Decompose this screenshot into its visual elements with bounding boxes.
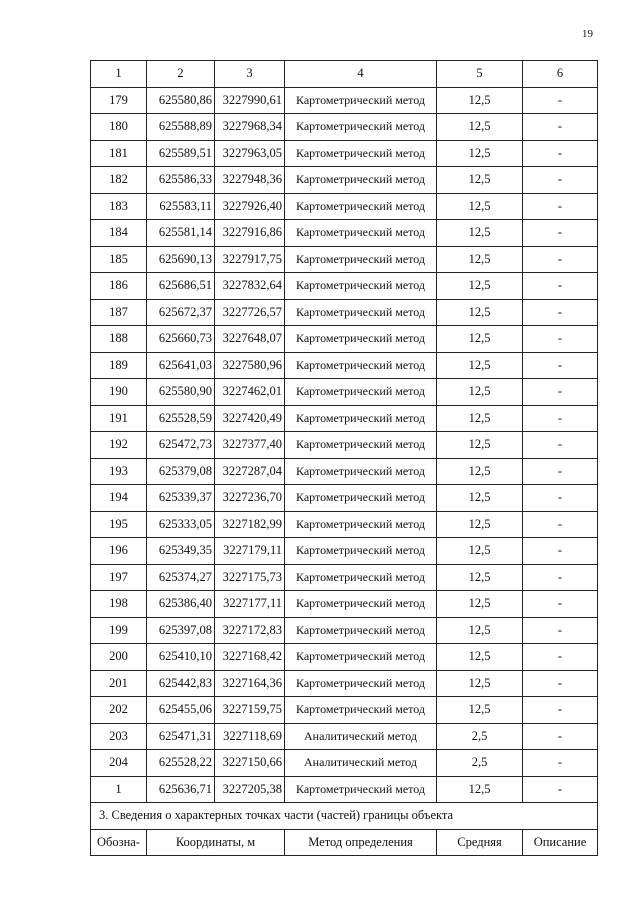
next-table-header-row <box>91 829 598 856</box>
coordinate-y-cell: 3227172,83 <box>215 617 285 644</box>
accuracy-cell: 12,5 <box>437 352 523 379</box>
accuracy-cell: 12,5 <box>437 220 523 247</box>
coordinate-x-cell: 625660,73 <box>147 326 215 353</box>
point-number-cell: 1 <box>91 776 147 803</box>
coordinate-x-cell: 625386,40 <box>147 591 215 618</box>
coordinate-y-cell: 3227175,73 <box>215 564 285 591</box>
point-number-cell: 204 <box>91 750 147 777</box>
coordinate-y-cell: 3227164,36 <box>215 670 285 697</box>
method-cell: Картометрический метод <box>285 379 437 406</box>
coordinate-y-cell: 3227917,75 <box>215 246 285 273</box>
accuracy-cell: 12,5 <box>437 405 523 432</box>
table-row <box>91 591 598 618</box>
coordinate-x-cell: 625636,71 <box>147 776 215 803</box>
description-cell: - <box>523 405 598 432</box>
coordinate-y-cell: 3227236,70 <box>215 485 285 512</box>
table-row <box>91 167 598 194</box>
description-cell: - <box>523 273 598 300</box>
table-row <box>91 114 598 141</box>
accuracy-cell: 12,5 <box>437 538 523 565</box>
header-cell: 6 <box>523 61 598 88</box>
accuracy-cell: 12,5 <box>437 114 523 141</box>
point-number-cell: 192 <box>91 432 147 459</box>
point-number-cell: 195 <box>91 511 147 538</box>
coordinate-x-cell: 625472,73 <box>147 432 215 459</box>
table-row <box>91 273 598 300</box>
table-row <box>91 246 598 273</box>
coordinate-x-cell: 625528,59 <box>147 405 215 432</box>
coordinate-y-cell: 3227832,64 <box>215 273 285 300</box>
method-cell: Картометрический метод <box>285 538 437 565</box>
table-row <box>91 140 598 167</box>
accuracy-cell: 12,5 <box>437 432 523 459</box>
accuracy-cell: 12,5 <box>437 670 523 697</box>
point-number-cell: 198 <box>91 591 147 618</box>
table-row <box>91 299 598 326</box>
method-cell: Картометрический метод <box>285 299 437 326</box>
description-cell: - <box>523 538 598 565</box>
coordinate-x-cell: 625528,22 <box>147 750 215 777</box>
description-cell: - <box>523 87 598 114</box>
point-number-cell: 189 <box>91 352 147 379</box>
description-cell: - <box>523 776 598 803</box>
coordinate-y-cell: 3227726,57 <box>215 299 285 326</box>
point-number-cell: 191 <box>91 405 147 432</box>
coordinate-x-cell: 625471,31 <box>147 723 215 750</box>
point-number-cell: 180 <box>91 114 147 141</box>
coordinate-x-cell: 625672,37 <box>147 299 215 326</box>
description-cell: - <box>523 432 598 459</box>
description-cell: - <box>523 220 598 247</box>
coordinate-x-cell: 625586,33 <box>147 167 215 194</box>
description-cell: - <box>523 617 598 644</box>
accuracy-cell: 2,5 <box>437 750 523 777</box>
method-cell: Картометрический метод <box>285 458 437 485</box>
method-cell: Картометрический метод <box>285 140 437 167</box>
method-header: Метод определения <box>285 829 437 856</box>
coordinate-x-cell: 625589,51 <box>147 140 215 167</box>
coordinates-header: Координаты, м <box>147 829 285 856</box>
coordinate-y-cell: 3227182,99 <box>215 511 285 538</box>
accuracy-cell: 12,5 <box>437 87 523 114</box>
coordinate-x-cell: 625686,51 <box>147 273 215 300</box>
accuracy-cell: 12,5 <box>437 193 523 220</box>
section-title: 3. Сведения о характерных точках части (частей) границы объекта <box>91 803 598 830</box>
coordinate-x-cell: 625374,27 <box>147 564 215 591</box>
description-cell: - <box>523 246 598 273</box>
description-cell: - <box>523 564 598 591</box>
method-cell: Картометрический метод <box>285 432 437 459</box>
description-cell: - <box>523 114 598 141</box>
coordinate-x-cell: 625455,06 <box>147 697 215 724</box>
coordinate-x-cell: 625442,83 <box>147 670 215 697</box>
table-row <box>91 352 598 379</box>
accuracy-cell: 12,5 <box>437 511 523 538</box>
description-cell: - <box>523 352 598 379</box>
table-row <box>91 379 598 406</box>
table-row <box>91 458 598 485</box>
table-header-row <box>91 61 598 88</box>
point-number-cell: 181 <box>91 140 147 167</box>
table-row <box>91 750 598 777</box>
method-cell: Картометрический метод <box>285 511 437 538</box>
coordinate-y-cell: 3227462,01 <box>215 379 285 406</box>
accuracy-cell: 12,5 <box>437 644 523 671</box>
table-row <box>91 432 598 459</box>
description-cell: - <box>523 193 598 220</box>
point-number-cell: 183 <box>91 193 147 220</box>
method-cell: Картометрический метод <box>285 220 437 247</box>
accuracy-cell: 2,5 <box>437 723 523 750</box>
coordinate-x-cell: 625333,05 <box>147 511 215 538</box>
table-row <box>91 87 598 114</box>
average-header: Средняя <box>437 829 523 856</box>
method-cell: Картометрический метод <box>285 697 437 724</box>
coordinate-x-cell: 625588,89 <box>147 114 215 141</box>
coordinate-y-cell: 3227377,40 <box>215 432 285 459</box>
coordinate-x-cell: 625349,35 <box>147 538 215 565</box>
point-number-cell: 200 <box>91 644 147 671</box>
description-cell: - <box>523 140 598 167</box>
method-cell: Аналитический метод <box>285 723 437 750</box>
point-number-cell: 199 <box>91 617 147 644</box>
coordinate-x-cell: 625641,03 <box>147 352 215 379</box>
coordinate-y-cell: 3227420,49 <box>215 405 285 432</box>
accuracy-cell: 12,5 <box>437 458 523 485</box>
point-number-cell: 194 <box>91 485 147 512</box>
table-row <box>91 485 598 512</box>
coordinate-y-cell: 3227580,96 <box>215 352 285 379</box>
method-cell: Картометрический метод <box>285 564 437 591</box>
accuracy-cell: 12,5 <box>437 485 523 512</box>
accuracy-cell: 12,5 <box>437 379 523 406</box>
description-cell: - <box>523 379 598 406</box>
coordinate-y-cell: 3227916,86 <box>215 220 285 247</box>
method-cell: Картометрический метод <box>285 617 437 644</box>
description-cell: - <box>523 723 598 750</box>
point-number-cell: 179 <box>91 87 147 114</box>
coordinate-x-cell: 625397,08 <box>147 617 215 644</box>
header-cell: 3 <box>215 61 285 88</box>
description-cell: - <box>523 697 598 724</box>
point-number-cell: 184 <box>91 220 147 247</box>
coordinate-x-cell: 625580,90 <box>147 379 215 406</box>
accuracy-cell: 12,5 <box>437 140 523 167</box>
point-number-cell: 185 <box>91 246 147 273</box>
coordinate-x-cell: 625410,10 <box>147 644 215 671</box>
coordinate-y-cell: 3227118,69 <box>215 723 285 750</box>
table-row <box>91 326 598 353</box>
coordinate-x-cell: 625339,37 <box>147 485 215 512</box>
table-row <box>91 697 598 724</box>
method-cell: Картометрический метод <box>285 326 437 353</box>
header-cell: 1 <box>91 61 147 88</box>
description-cell: - <box>523 167 598 194</box>
coordinate-x-cell: 625581,14 <box>147 220 215 247</box>
table-row <box>91 617 598 644</box>
accuracy-cell: 12,5 <box>437 246 523 273</box>
coordinate-x-cell: 625580,86 <box>147 87 215 114</box>
table-row <box>91 193 598 220</box>
designation-header: Обозна- <box>91 829 147 856</box>
table-row <box>91 564 598 591</box>
description-cell: - <box>523 670 598 697</box>
coordinate-y-cell: 3227990,61 <box>215 87 285 114</box>
method-cell: Картометрический метод <box>285 273 437 300</box>
description-cell: - <box>523 750 598 777</box>
coordinate-x-cell: 625690,13 <box>147 246 215 273</box>
point-number-cell: 193 <box>91 458 147 485</box>
method-cell: Картометрический метод <box>285 246 437 273</box>
coordinate-y-cell: 3227963,05 <box>215 140 285 167</box>
header-cell: 4 <box>285 61 437 88</box>
method-cell: Картометрический метод <box>285 405 437 432</box>
method-cell: Картометрический метод <box>285 114 437 141</box>
point-number-cell: 197 <box>91 564 147 591</box>
coordinates-table <box>90 60 598 856</box>
page-number: 19 <box>582 28 593 40</box>
table-row <box>91 776 598 803</box>
method-cell: Картометрический метод <box>285 670 437 697</box>
coordinate-y-cell: 3227168,42 <box>215 644 285 671</box>
accuracy-cell: 12,5 <box>437 617 523 644</box>
coordinate-y-cell: 3227179,11 <box>215 538 285 565</box>
table-row <box>91 670 598 697</box>
section-row <box>91 803 598 830</box>
coordinate-y-cell: 3227648,07 <box>215 326 285 353</box>
point-number-cell: 188 <box>91 326 147 353</box>
coordinate-y-cell: 3227159,75 <box>215 697 285 724</box>
point-number-cell: 190 <box>91 379 147 406</box>
point-number-cell: 203 <box>91 723 147 750</box>
method-cell: Картометрический метод <box>285 193 437 220</box>
description-cell: - <box>523 458 598 485</box>
coordinate-y-cell: 3227205,38 <box>215 776 285 803</box>
coordinate-y-cell: 3227948,36 <box>215 167 285 194</box>
point-number-cell: 182 <box>91 167 147 194</box>
accuracy-cell: 12,5 <box>437 167 523 194</box>
method-cell: Картометрический метод <box>285 167 437 194</box>
point-number-cell: 186 <box>91 273 147 300</box>
description-cell: - <box>523 299 598 326</box>
coordinate-y-cell: 3227968,34 <box>215 114 285 141</box>
table-row <box>91 538 598 565</box>
point-number-cell: 202 <box>91 697 147 724</box>
accuracy-cell: 12,5 <box>437 326 523 353</box>
header-cell: 2 <box>147 61 215 88</box>
accuracy-cell: 12,5 <box>437 299 523 326</box>
point-number-cell: 201 <box>91 670 147 697</box>
table-row <box>91 220 598 247</box>
coordinate-y-cell: 3227150,66 <box>215 750 285 777</box>
description-header: Описание <box>523 829 598 856</box>
coordinate-y-cell: 3227177,11 <box>215 591 285 618</box>
coordinate-x-cell: 625583,11 <box>147 193 215 220</box>
accuracy-cell: 12,5 <box>437 591 523 618</box>
description-cell: - <box>523 591 598 618</box>
table-row <box>91 511 598 538</box>
header-cell: 5 <box>437 61 523 88</box>
accuracy-cell: 12,5 <box>437 697 523 724</box>
point-number-cell: 196 <box>91 538 147 565</box>
description-cell: - <box>523 511 598 538</box>
method-cell: Картометрический метод <box>285 87 437 114</box>
coordinate-x-cell: 625379,08 <box>147 458 215 485</box>
method-cell: Картометрический метод <box>285 485 437 512</box>
description-cell: - <box>523 326 598 353</box>
accuracy-cell: 12,5 <box>437 564 523 591</box>
description-cell: - <box>523 485 598 512</box>
description-cell: - <box>523 644 598 671</box>
method-cell: Картометрический метод <box>285 776 437 803</box>
accuracy-cell: 12,5 <box>437 776 523 803</box>
method-cell: Картометрический метод <box>285 352 437 379</box>
method-cell: Аналитический метод <box>285 750 437 777</box>
method-cell: Картометрический метод <box>285 644 437 671</box>
table-row <box>91 644 598 671</box>
table-row <box>91 723 598 750</box>
coordinate-y-cell: 3227926,40 <box>215 193 285 220</box>
method-cell: Картометрический метод <box>285 591 437 618</box>
point-number-cell: 187 <box>91 299 147 326</box>
coordinate-y-cell: 3227287,04 <box>215 458 285 485</box>
table-row <box>91 405 598 432</box>
accuracy-cell: 12,5 <box>437 273 523 300</box>
